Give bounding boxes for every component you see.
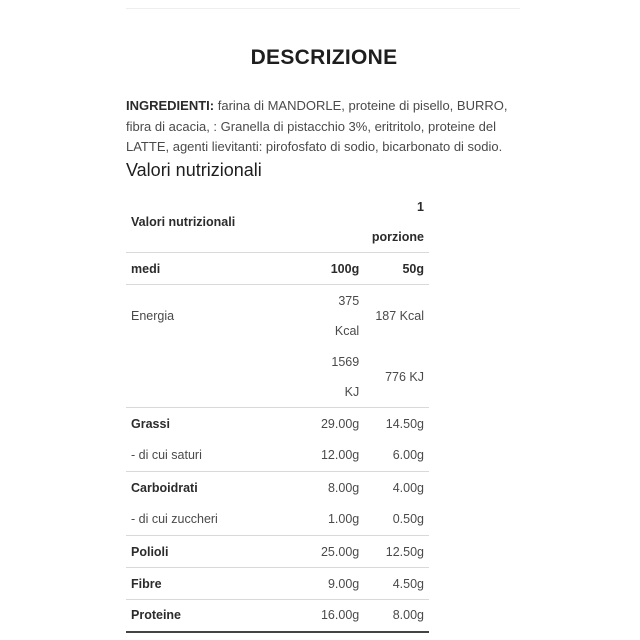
table-header-row [126, 192, 429, 253]
page-title: DESCRIZIONE [250, 46, 398, 69]
header-portion-count: 1 [417, 200, 424, 214]
ingredients-text: farina di MANDORLE, proteine di pisello, BURRO, fibra di acacia, : Granella di pistacchio 3%, eritritolo, proteine del LATTE, agenti lievitanti: pirofosfato di sodio, bicarbonato di sodio. [126, 98, 508, 154]
table-row: Grassi 29.00g 14.50g [126, 408, 429, 440]
top-divider [126, 8, 520, 9]
energy-kcal-row [126, 285, 429, 347]
energy-kj-100g: 1569 KJ [331, 354, 360, 399]
header-portion [364, 192, 429, 253]
ingredients-label: INGREDIENTI: [126, 98, 215, 113]
nutrition-heading: Valori nutrizionali [126, 160, 262, 180]
table-row: Proteine 16.00g 8.00g [126, 600, 429, 632]
energy-label: Energia [126, 285, 305, 347]
subheader-50g: 50g [364, 253, 429, 285]
energy-kj-50g: 776 KJ [385, 369, 424, 384]
table-row: - di cui saturi 12.00g 6.00g [131, 448, 424, 463]
header-portion-label: porzione [371, 230, 424, 244]
table-row: Fibre 9.00g 4.50g [126, 568, 429, 600]
table-row: Polioli 25.00g 12.50g [126, 536, 429, 568]
table-row: - di cui zuccheri 1.00g 0.50g [131, 512, 424, 527]
ingredients-paragraph [126, 96, 518, 158]
nutrition-table [126, 192, 429, 633]
table-row: Carboidrati 8.00g 4.00g [126, 472, 429, 504]
energy-kcal-50g: 187 Kcal [364, 285, 429, 347]
energy-kj-row [126, 347, 429, 408]
energy-kcal-100g: 375 Kcal [305, 285, 364, 347]
subheader-100g: 100g [305, 253, 364, 285]
subheader-label: medi [126, 253, 305, 285]
header-label: Valori nutrizionali [131, 215, 236, 229]
table-subheader-row [126, 253, 429, 285]
